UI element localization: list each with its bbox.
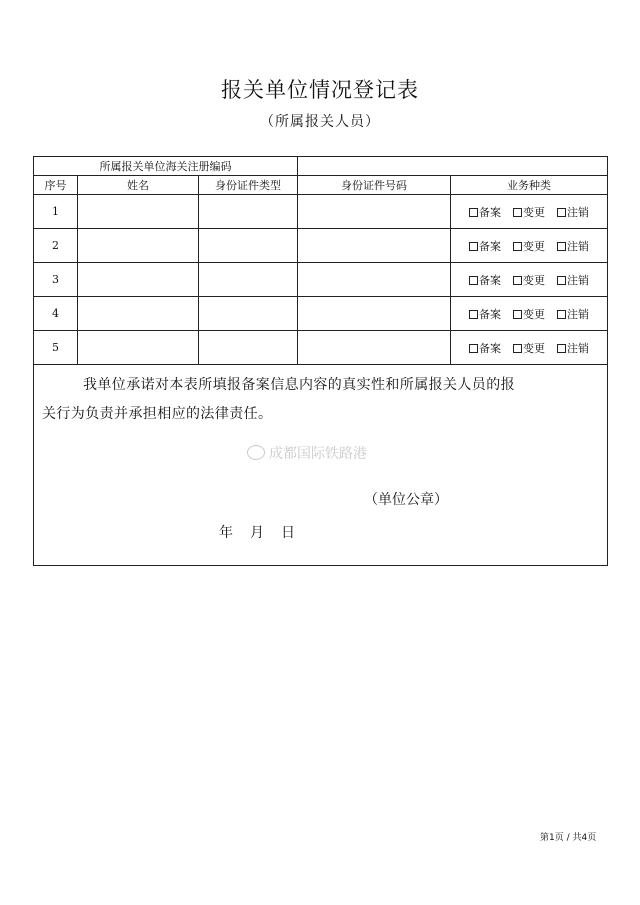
option-register[interactable]: 备案 <box>469 306 501 322</box>
option-cancel[interactable]: 注销 <box>557 306 589 322</box>
checkbox-icon <box>469 310 478 319</box>
checkbox-icon <box>469 242 478 251</box>
row-number: 2 <box>34 229 78 263</box>
watermark: 成都国际铁路港 <box>247 443 367 463</box>
option-cancel[interactable]: 注销 <box>557 238 589 254</box>
option-register[interactable]: 备案 <box>469 238 501 254</box>
date-line <box>219 522 312 542</box>
option-cancel[interactable]: 注销 <box>557 204 589 220</box>
name-cell[interactable] <box>78 331 199 365</box>
column-header-id-type: 身份证件类型 <box>199 176 298 195</box>
registration-table <box>33 156 608 566</box>
business-type-cell <box>451 297 608 331</box>
checkbox-icon <box>513 310 522 319</box>
id-number-cell[interactable] <box>298 195 451 229</box>
name-cell[interactable] <box>78 195 199 229</box>
business-type-cell <box>451 331 608 365</box>
id-type-cell[interactable] <box>199 331 298 365</box>
column-header-business-type: 业务种类 <box>451 176 608 195</box>
pledge-text: 我单位承诺对本表所填报备案信息内容的真实性和所属报关人员的报 关行为负责并承担相应的法律责任。 <box>42 377 515 422</box>
option-register[interactable]: 备案 <box>469 340 501 356</box>
form-subtitle: （所属报关人员） <box>260 114 380 130</box>
id-number-cell[interactable] <box>298 263 451 297</box>
weibo-icon <box>247 445 265 460</box>
option-change[interactable]: 变更 <box>513 272 545 288</box>
option-change[interactable]: 变更 <box>513 238 545 254</box>
page-indicator: 第1页 / 共4页 <box>540 833 597 843</box>
table-row <box>34 297 608 331</box>
checkbox-icon <box>513 344 522 353</box>
name-cell[interactable] <box>78 297 199 331</box>
business-type-cell <box>451 195 608 229</box>
checkbox-icon <box>557 242 566 251</box>
date-month-label: 月 <box>250 525 265 541</box>
business-type-cell <box>451 229 608 263</box>
name-cell[interactable] <box>78 229 199 263</box>
id-type-cell[interactable] <box>199 297 298 331</box>
table-row <box>34 331 608 365</box>
column-header-id-number: 身份证件号码 <box>298 176 451 195</box>
option-register[interactable]: 备案 <box>469 204 501 220</box>
checkbox-icon <box>513 242 522 251</box>
checkbox-icon <box>469 208 478 217</box>
option-cancel[interactable]: 注销 <box>557 340 589 356</box>
row-number: 5 <box>34 331 78 365</box>
id-type-cell[interactable] <box>199 229 298 263</box>
id-number-cell[interactable] <box>298 229 451 263</box>
table-row <box>34 229 608 263</box>
id-type-cell[interactable] <box>199 195 298 229</box>
option-change[interactable]: 变更 <box>513 204 545 220</box>
pledge-section <box>34 365 608 566</box>
id-type-cell[interactable] <box>199 263 298 297</box>
name-cell[interactable] <box>78 263 199 297</box>
row-number: 1 <box>34 195 78 229</box>
row-number: 3 <box>34 263 78 297</box>
checkbox-icon <box>557 310 566 319</box>
option-change[interactable]: 变更 <box>513 340 545 356</box>
option-change[interactable]: 变更 <box>513 306 545 322</box>
date-year-label: 年 <box>219 525 234 541</box>
option-register[interactable]: 备案 <box>469 272 501 288</box>
checkbox-icon <box>557 276 566 285</box>
checkbox-icon <box>513 208 522 217</box>
id-number-cell[interactable] <box>298 331 451 365</box>
customs-code-value[interactable] <box>298 157 608 176</box>
column-header-seq: 序号 <box>34 176 78 195</box>
business-type-cell <box>451 263 608 297</box>
date-day-label: 日 <box>281 525 296 541</box>
form-title: 报关单位情况登记表 <box>221 78 419 102</box>
checkbox-icon <box>469 276 478 285</box>
table-row <box>34 263 608 297</box>
option-cancel[interactable]: 注销 <box>557 272 589 288</box>
checkbox-icon <box>557 208 566 217</box>
customs-code-label: 所属报关单位海关注册编码 <box>34 157 298 176</box>
row-number: 4 <box>34 297 78 331</box>
checkbox-icon <box>513 276 522 285</box>
seal-label: （单位公章） <box>364 492 448 508</box>
checkbox-icon <box>557 344 566 353</box>
table-row <box>34 195 608 229</box>
id-number-cell[interactable] <box>298 297 451 331</box>
column-header-name: 姓名 <box>78 176 199 195</box>
checkbox-icon <box>469 344 478 353</box>
